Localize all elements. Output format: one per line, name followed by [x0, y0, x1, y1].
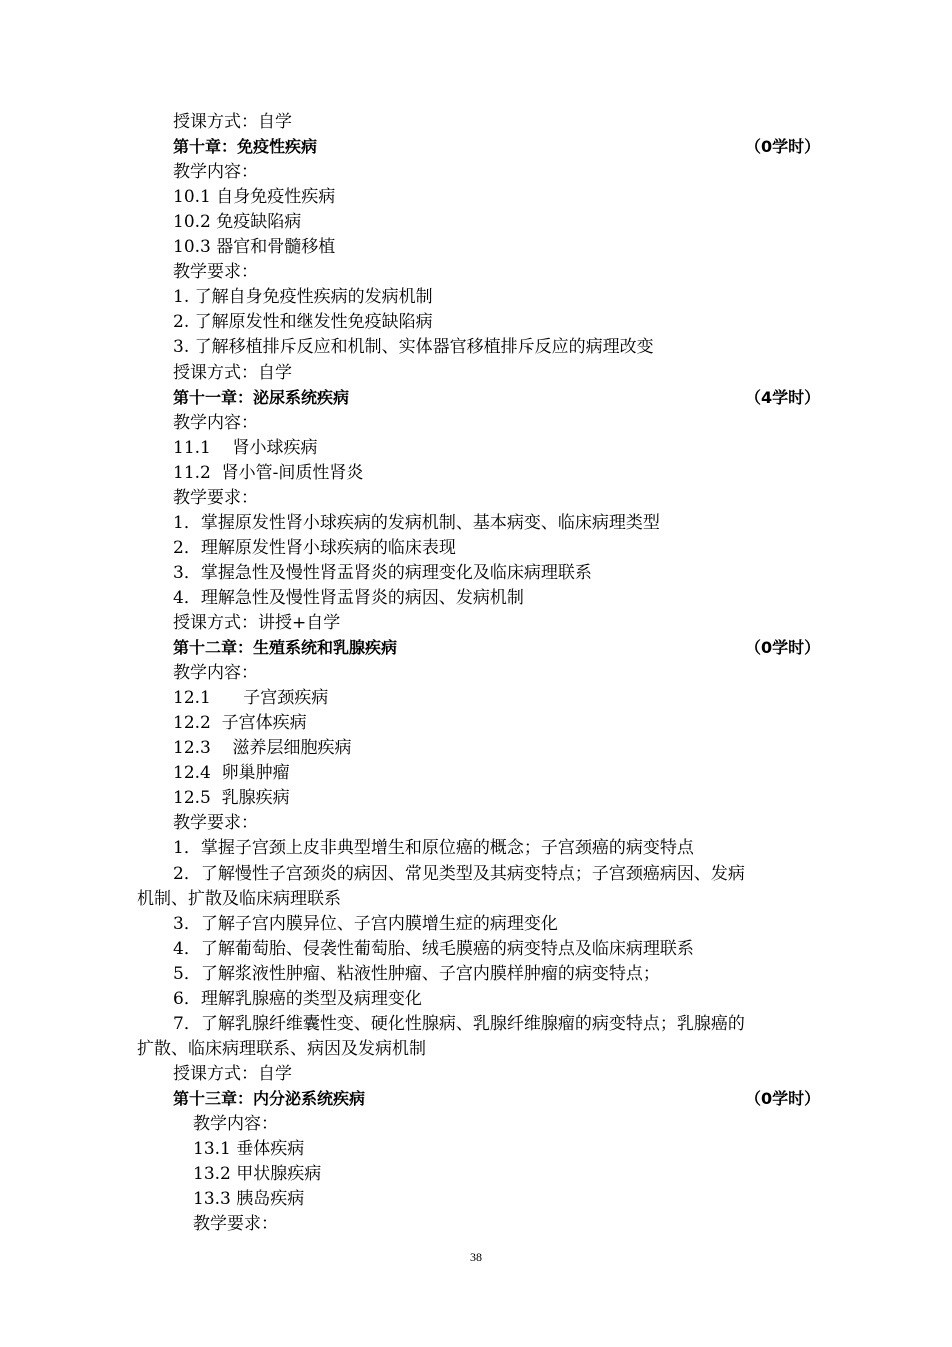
text-line: 11.1 肾小球疾病 — [173, 438, 318, 458]
chapter-hours: （0学时） — [745, 137, 821, 156]
text-line: 3. 了解移植排斥反应和机制、实体器官移植排斥反应的病理改变 — [173, 337, 654, 357]
text-line: 2．理解原发性肾小球疾病的临床表现 — [173, 538, 456, 558]
text-line: 2. 了解原发性和继发性免疫缺陷病 — [173, 312, 433, 332]
text-line: 1．掌握子宫颈上皮非典型增生和原位癌的概念；子宫颈癌的病变特点 — [173, 838, 694, 858]
text-line: 4．了解葡萄胎、侵袭性葡萄胎、绒毛膜癌的病变特点及临床病理联系 — [173, 939, 694, 959]
text-line: 12.5 乳腺疾病 — [173, 788, 290, 808]
text-line: 10.2 免疫缺陷病 — [173, 212, 302, 232]
text-line: 13.1 垂体疾病 — [193, 1139, 305, 1159]
chapter-hours: （0学时） — [745, 638, 821, 657]
chapter-heading: 第十章：免疫性疾病 — [173, 137, 318, 156]
text-line: 授课方式：自学 — [173, 112, 292, 132]
text-line: 12.3 滋养层细胞疾病 — [173, 738, 352, 758]
chapter-heading: 第十一章：泌尿系统疾病 — [173, 388, 350, 407]
chapter-heading: 第十二章：生殖系统和乳腺疾病 — [173, 638, 398, 657]
text-line: 教学内容： — [173, 663, 258, 683]
text-line: 10.1 自身免疫性疾病 — [173, 187, 336, 207]
text-line: 7．了解乳腺纤维囊性变、硬化性腺病、乳腺纤维腺瘤的病变特点；乳腺癌的 — [173, 1014, 745, 1034]
text-line: 教学要求： — [173, 813, 258, 833]
text-line: 4．理解急性及慢性肾盂肾炎的病因、发病机制 — [173, 588, 524, 608]
text-line: 扩散、临床病理联系、病因及发病机制 — [137, 1039, 426, 1059]
text-line: 11.2 肾小管-间质性肾炎 — [173, 463, 364, 483]
text-line: 13.2 甲状腺疾病 — [193, 1164, 322, 1184]
text-line: 12.4 卵巢肿瘤 — [173, 763, 290, 783]
text-line: 2．了解慢性子宫颈炎的病因、常见类型及其病变特点；子宫颈癌病因、发病 — [173, 864, 745, 884]
text-line: 12.2 子宫体疾病 — [173, 713, 307, 733]
text-line: 授课方式：讲授+自学 — [173, 613, 341, 633]
text-line: 13.3 胰岛疾病 — [193, 1189, 305, 1209]
text-line: 12.1 子宫颈疾病 — [173, 688, 329, 708]
text-line: 教学内容： — [193, 1114, 278, 1134]
text-line: 10.3 器官和骨髓移植 — [173, 237, 336, 257]
text-line: 教学要求： — [173, 488, 258, 508]
text-line: 机制、扩散及临床病理联系 — [137, 889, 341, 909]
text-line: 教学内容： — [173, 413, 258, 433]
text-line: 教学内容： — [173, 162, 258, 182]
chapter-heading: 第十三章：内分泌系统疾病 — [173, 1089, 366, 1108]
text-line: 1. 了解自身免疫性疾病的发病机制 — [173, 287, 433, 307]
text-line: 授课方式：自学 — [173, 363, 292, 383]
text-line: 教学要求： — [173, 262, 258, 282]
text-line: 1．掌握原发性肾小球疾病的发病机制、基本病变、临床病理类型 — [173, 513, 660, 533]
text-line: 教学要求： — [193, 1214, 278, 1234]
page-number: 38 — [470, 1250, 482, 1264]
text-line: 3．了解子宫内膜异位、子宫内膜增生症的病理变化 — [173, 914, 558, 934]
chapter-hours: （4学时） — [745, 388, 821, 407]
text-line: 5．了解浆液性肿瘤、粘液性肿瘤、子宫内膜样肿瘤的病变特点； — [173, 964, 660, 984]
text-line: 6．理解乳腺癌的类型及病理变化 — [173, 989, 422, 1009]
chapter-hours: （0学时） — [745, 1089, 821, 1108]
text-line: 授课方式：自学 — [173, 1064, 292, 1084]
text-line: 3．掌握急性及慢性肾盂肾炎的病理变化及临床病理联系 — [173, 563, 592, 583]
